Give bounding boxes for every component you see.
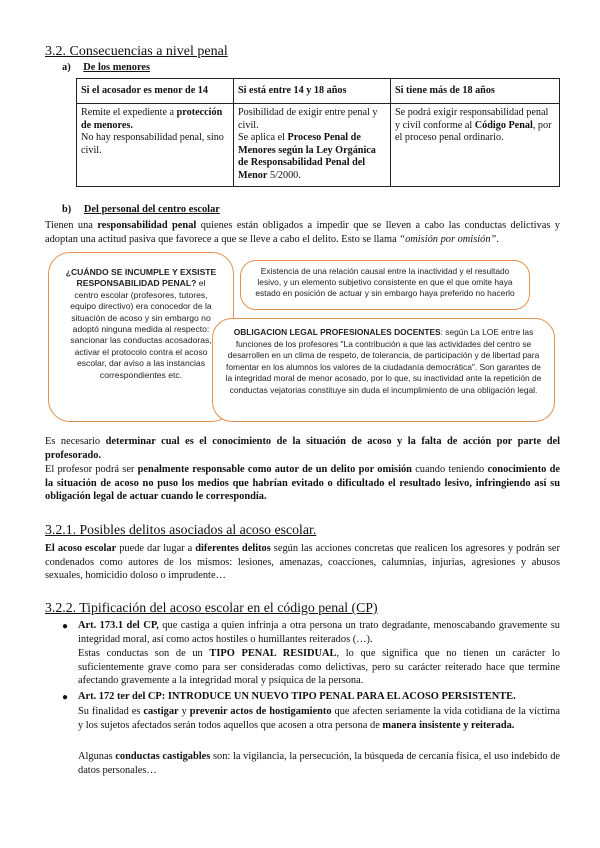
bullet-icon: ● (62, 621, 69, 632)
text: son: la vigilancia, la persecución, la búsqueda de cercanía física, el uso indebido de datos personales… (78, 751, 560, 776)
bubble-bold: OBLIGACION LEGAL PROFESIONALES DOCENTES (233, 327, 441, 337)
text: según las acciones concretas que realicen los agresores y podrán ser condenados como autores de los mismos: lesiones, amenazas, coacciones, calumnias, injurias, agresiones y abusos sexuales, homicidio doloso o imprudente… (45, 543, 560, 582)
table-header-cell: Si está entre 14 y 18 años (234, 79, 391, 104)
bold-text: diferentes delitos (195, 543, 271, 554)
table-row (77, 104, 560, 187)
bold-text: conductas castigables (115, 751, 211, 762)
text: Estas conductas son de un (78, 648, 210, 659)
subsection-b-title: Del personal del centro escolar (83, 204, 220, 215)
table-header-row (77, 79, 560, 104)
cell-text: Se aplica el (238, 132, 288, 144)
paragraph-profesor (45, 463, 560, 504)
cell-text: No hay responsabilidad penal, sino civil. (81, 132, 224, 156)
text: Algunas (78, 751, 116, 762)
section-321-title: 3.2.1. Posibles delitos asociados al acoso escolar. (45, 522, 317, 537)
bullet-art-173-detail (78, 647, 560, 688)
text: puede dar lugar a (116, 543, 196, 554)
bullet-art-172-detail (78, 705, 560, 732)
subsection-a-marker: a) (62, 62, 71, 73)
table-header-cell: Si el acosador es menor de 14 (77, 79, 234, 104)
table-cell-over-18 (391, 104, 560, 187)
subsection-b (62, 204, 220, 215)
cell-bold: protección de menores. (81, 107, 223, 131)
bullet-icon: ● (62, 692, 69, 703)
paragraph-omision (45, 219, 560, 246)
italic-text: “omisión por omisión” (399, 233, 497, 245)
bubble-text: : según La LOE entre las funciones de los profesores "La contribución a que las actividades del centro se desarrollen en un clima de respeto, de tolerancia, de participación y de libertad para fomentar en los alumnos los valores de la ciudadanía democrática". Son garantes de la integridad moral de menor acosado, por lo que, su inactividad ante la repetición de conductas vejatorias constituye sin duda el incumplimiento de una obligación legal. (225, 327, 542, 395)
section-322-title: 3.2.2. Tipificación del acoso escolar en el código penal (CP) (45, 600, 378, 615)
bold-text: prevenir actos de hostigamiento (189, 706, 332, 717)
bold-text: responsabilidad penal (97, 220, 197, 231)
bold-text: Art. 172 ter del CP: INTRODUCE UN NUEVO TIPO PENAL PARA EL ACOSO PERSISTENTE. (78, 691, 516, 702)
bold-text: conocimiento de la situación de acoso no puso los medios que habrían evitado o dificultado el resultado lesivo, infringiendo así su obligación legal de actuar cuando le correspondía. (45, 464, 560, 503)
cell-text: , por el proceso penal ordinario. (395, 119, 552, 144)
bubble-responsabilidad (48, 252, 234, 422)
text: cuando teniendo (411, 464, 488, 475)
consequences-table (76, 78, 560, 187)
subsection-a-title: De los menores (83, 62, 151, 73)
table-header-cell: Si tiene más de 18 años (391, 79, 560, 104)
bold-text: determinar cual es el conocimiento de la situación de acoso y la falta de acción por parte del profesorado. (45, 436, 560, 461)
bullet-art-172 (78, 690, 560, 704)
bold-text: El acoso escolar (45, 543, 117, 554)
bold-text: manera insistente y reiterada. (382, 719, 515, 731)
cell-text: 5/2000. (267, 169, 301, 181)
cell-text: Se podrá exigir responsabilidad penal y civil conforme al (395, 107, 549, 131)
bubble-relacion-causal (240, 260, 530, 310)
cell-text: Remite el expediente a (81, 107, 177, 118)
text: Es necesario (45, 436, 106, 447)
text: y (178, 706, 190, 717)
bold-text: Art. 173.1 del CP, (78, 620, 159, 631)
bubble-obligacion-legal (212, 318, 555, 422)
text: quienes están obligados a impedir que se lleven a cabo las conductas delictivas y adoptan una actitud pasiva que favorece a que se lleve a cabo el delito. Esto se llama (45, 220, 560, 245)
text: Su finalidad es (78, 706, 144, 717)
text: que afecten seriamente la vida cotidiana de la víctima y los sujetos afectados serán todos aquellos que acosen a otra persona de (78, 706, 561, 731)
table-cell-under-14 (77, 104, 234, 187)
subsection-b-marker: b) (62, 204, 72, 215)
bold-text: TIPO PENAL RESIDUAL (209, 648, 337, 659)
paragraph-delitos (45, 542, 560, 583)
bold-text: penalmente responsable como autor de un delito por omisión (137, 464, 412, 475)
bubble-text: el centro escolar (profesores, tutores, equipo directivo) era conocedor de la situación de acoso y sin embargo no adoptó ninguna medida al respecto: sancionar las conductas acosadoras, activar el protocolo contra el acoso escolar, dar aviso a las instancias correspondientes etc. (70, 278, 212, 380)
bullet-art-173 (78, 619, 560, 646)
bullet-art-172-conductas (78, 750, 560, 777)
text: Tienen una (45, 220, 98, 231)
bubble-bold: ¿CUÁNDO SE INCUMPLE Y EXSISTE RESPONSABILIDAD PENAL? (65, 267, 217, 289)
bold-text: castigar (143, 706, 179, 717)
cell-text: Posibilidad de exigir entre penal y civil. (238, 107, 378, 131)
section-title: 3.2. Consecuencias a nivel penal (45, 44, 228, 59)
cell-bold: Código Penal (474, 119, 533, 131)
subsection-a (62, 62, 150, 73)
table-cell-14-18 (234, 104, 391, 187)
text: , lo que significa que no tienen un carácter lo suficientemente grave como para ser consideradas como delictivas, pero su carácter reiterado hace que termine afectando gravemente a la integridad moral y psíquica de la persona. (78, 648, 560, 687)
paragraph-determinar (45, 435, 560, 462)
text: que castiga a quien infrinja a otra persona un trato degradante, menoscabando gravemente su integridad moral, así como actos hostiles o humillantes reiterados (…). (78, 620, 560, 645)
bubble-text: Existencia de una relación causal entre la inactividad y el resultado lesivo, y un elemento subjetivo consistente en que el que omite haya estado en posición de actuar y sin embargo haya preferido no hacerlo (255, 266, 515, 299)
text: . (496, 233, 499, 245)
cell-bold: Proceso Penal de Menores según la Ley Orgánica de Responsabilidad Penal del Menor (238, 132, 376, 181)
text: El profesor podrá ser (45, 464, 138, 475)
